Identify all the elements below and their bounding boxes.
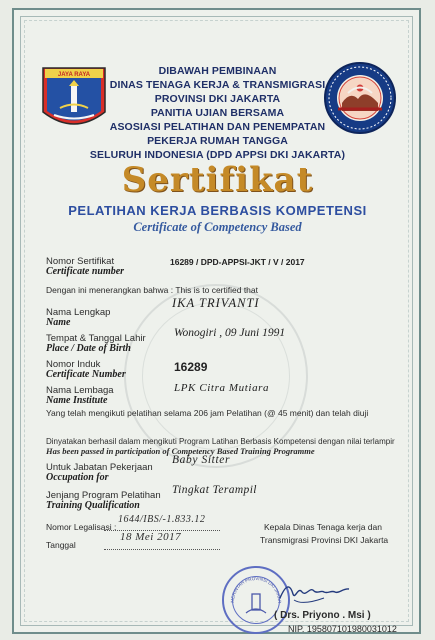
- header-line-5: ASOSIASI PELATIHAN DAN PENEMPATAN: [109, 121, 326, 133]
- header-line-1: DIBAWAH PEMBINAAN: [158, 65, 277, 77]
- tanggal-value: 18 Mei 2017: [120, 531, 182, 543]
- institute-label-en: Name Institute: [46, 395, 108, 406]
- header-line-7: SELURUH INDONESIA (DPD APPSI DKI JAKARTA): [89, 149, 346, 161]
- certificate-title: Sertifikat: [121, 160, 314, 200]
- seal-label: JAYA RAYA: [57, 72, 91, 78]
- signatory-nip: NIP. 195807101980031012: [288, 624, 397, 634]
- birth-label-en: Place / Date of Birth: [46, 343, 131, 354]
- certificate-number-label-en: Certificate number: [46, 266, 125, 277]
- legalisasi-label: Nomor Legalisasi :: [46, 522, 117, 532]
- signatory-name: ( Drs. Priyono . Msi ): [274, 610, 371, 621]
- institute-value: LPK Citra Mutiara: [174, 382, 270, 394]
- certificate-subtitle: PELATIHAN KERJA BERBASIS KOMPETENSI: [68, 203, 367, 218]
- level-label-en: Training Qualification: [46, 500, 140, 511]
- header-line-3: PROVINSI DKI JAKARTA: [154, 93, 281, 105]
- birth-value: Wonogiri , 09 Juni 1991: [174, 327, 286, 339]
- legalisasi-value: 1644/IBS/-1.833.12: [118, 514, 206, 525]
- passed-line-1: Dinyatakan berhasil dalam mengikuti Program Latihan Berbasis Kompetensi dengan nilai terlampir: [46, 437, 395, 446]
- tanggal-label: Tanggal: [46, 540, 76, 550]
- certificate-number-label: Nomor Sertifikat: [46, 256, 115, 267]
- header-line-6: PEKERJA RUMAH TANGGA: [147, 135, 288, 147]
- level-value: Tingkat Terampil: [172, 484, 257, 496]
- name-label: Nama Lengkap: [46, 307, 111, 318]
- header-line-2: DINAS TENAGA KERJA & TRANSMIGRASI: [109, 79, 326, 91]
- signature-icon: [276, 576, 354, 606]
- passed-line-2: Has been passed in participation of Competency Based Training Programme: [46, 446, 315, 456]
- tanggal-line: [104, 549, 220, 550]
- certificate-english-subtitle: Certificate of Competency Based: [133, 220, 302, 234]
- office-line-1: Kepala Dinas Tenaga kerja dan: [264, 522, 382, 532]
- job-label-en: Occupation for: [46, 472, 109, 483]
- induk-label: Nomor Induk: [46, 359, 101, 370]
- header-line-4: PANITIA UJIAN BERSAMA: [150, 107, 285, 119]
- name-label-en: Name: [46, 317, 71, 328]
- job-value: Baby Sitter: [172, 454, 231, 466]
- name-value: IKA TRIVANTI: [172, 296, 260, 310]
- job-label: Untuk Jabatan Pekerjaan: [46, 462, 153, 473]
- induk-label-en: Certificate Number: [46, 369, 126, 380]
- induk-value: 16289: [174, 360, 208, 374]
- intro-line: Dengan ini menerangkan bahwa : This is to certified that: [46, 285, 258, 295]
- certificate-number-value: 16289 / DPD-APPSI-JKT / V / 2017: [170, 257, 305, 267]
- office-line-2: Transmigrasi Provinsi DKI Jakarta: [260, 535, 389, 545]
- level-label: Jenjang Program Pelatihan: [46, 490, 161, 501]
- training-line: Yang telah mengikuti pelatihan selama 206 jam Pelatihan (@ 45 menit) dan telah diuji: [46, 408, 369, 418]
- institute-label: Nama Lembaga: [46, 385, 114, 396]
- birth-label: Tempat & Tanggal Lahir: [46, 333, 146, 344]
- svg-text:PEMERINTAH PROVINSI DKI JAKART: MERINTAH PROVINSI DKI JAKAR: [229, 575, 283, 604]
